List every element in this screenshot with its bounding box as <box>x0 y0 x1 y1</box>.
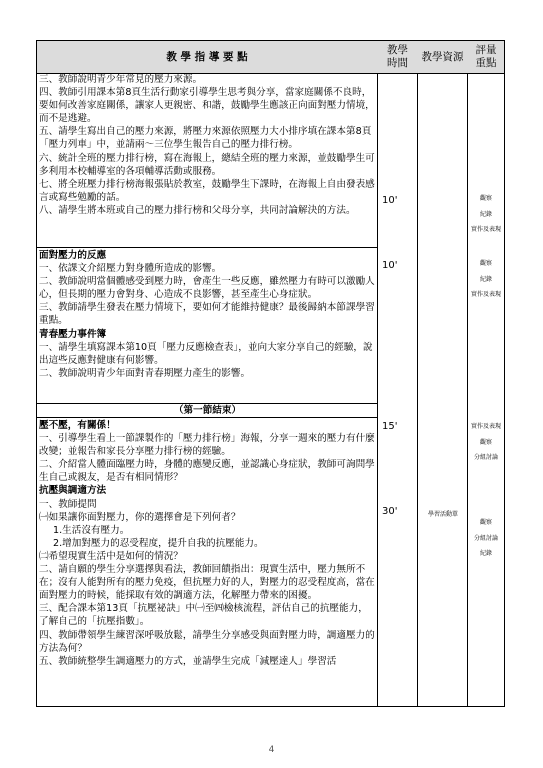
evaluation-item: 觀察 <box>479 438 492 446</box>
column-divider <box>417 41 418 706</box>
evaluation-item: 觀察 <box>479 260 492 267</box>
evaluation-item: 紀錄 <box>479 550 492 557</box>
evaluation-item: 分組討論 <box>473 454 498 461</box>
paragraph: 六、統計全班的壓力排行榜，寫在海報上，總結全班的壓力來源，並鼓勵學生可多利用本校輔導室的各項輔導活動或服務。 <box>39 152 375 177</box>
resource-item: 學習活動單 <box>427 511 458 518</box>
paragraph: 五、請學生寫出自己的壓力來源，將壓力來源依照壓力大小排序填在課本第8頁「壓力列車」中，並請兩～三位學生報告自己的壓力排行榜。 <box>39 126 372 151</box>
evaluation-group <box>468 191 504 238</box>
row-divider <box>37 417 377 418</box>
row-divider <box>37 247 377 248</box>
evaluation-item: 觀察 <box>479 195 492 202</box>
paragraph: 一、引導學生看上一節課製作的「壓力排行榜」海報，分享一週來的壓力有什麼改變；並報告和家長分享壓力排行榜的經驗。 <box>39 433 375 458</box>
page-number: 4 <box>268 745 275 755</box>
lesson-table <box>36 40 505 707</box>
paragraph: 一、請學生填寫課本第10頁「壓力反應檢查表」，並向大家分享自己的經驗，說出這些反應對健康有何影響。 <box>39 341 373 366</box>
header-resources: 教學資源 <box>421 50 464 63</box>
section-heading: 面對壓力的反應 <box>39 250 107 261</box>
paragraph: 二、介紹當人體面臨壓力時，身體的應變反應，並認識心身症狀，教師可詢問學生自己或親友，是否有相同情形？ <box>39 459 375 484</box>
paragraph: 一、依課文介紹壓力對身體所造成的影響。 <box>39 263 222 275</box>
evaluation-item: 實作及表現 <box>470 423 501 430</box>
paragraph: 二、請自願的學生分享選擇與看法，教師回饋指出：現實生活中，壓力無所不在；沒有人能對所有的壓力免疫，但抗壓力好的人，對壓力的忍受程度高，當在面對壓力的時候，能採取有效的調適方法，化解壓力帶來的困擾。 <box>39 564 375 602</box>
time-value: 10' <box>382 260 398 271</box>
paragraph: 一、教師提問 <box>39 498 97 510</box>
paragraph: 四、教師帶領學生練習深呼吸放鬆，請學生分享感受與面對壓力時，調適壓力的方法為何？ <box>39 629 375 654</box>
header-evaluation: 評量重點 <box>475 44 497 69</box>
block-stress-coping <box>39 419 376 668</box>
section-heading: 壓不壓，有關係！ <box>39 420 116 431</box>
paragraph: 三、教師請學生發表在壓力情境下，要如何才能維持健康？最後歸納本節課學習重點。 <box>39 302 375 327</box>
paragraph: 1.生活沒有壓力。 <box>53 524 130 536</box>
paragraph: 五、教師統整學生調適壓力的方式，並請學生完成「減壓達人」學習活 <box>39 655 337 667</box>
header-points: 教 學 指 導 要 點 <box>166 50 248 63</box>
column-divider <box>467 41 468 706</box>
section-end-note: （第一節結束） <box>173 405 242 416</box>
paragraph: 七、將全班壓力排行榜海報張貼於教室，鼓勵學生下課時，在海報上自由發表感言或寫些勉勵的話。 <box>39 178 375 203</box>
paragraph: 二、教師說明當個體感受到壓力時，會產生一些反應，雖然壓力有時可以激勵人心，但長期的壓力會對身、心造成不良影響，甚至產生心身症狀。 <box>39 276 375 301</box>
section-heading: 抗壓與調適方法 <box>39 485 107 497</box>
paragraph: 2.增加對壓力的忍受程度，提升自我的抗壓能力。 <box>53 537 264 549</box>
evaluation-item: 觀察 <box>479 519 492 526</box>
header-time: 教學時間 <box>387 44 408 69</box>
evaluation-group <box>468 515 504 562</box>
evaluation-group <box>468 419 504 466</box>
time-value: 15' <box>382 421 398 432</box>
evaluation-group <box>468 256 504 303</box>
paragraph: 四、教師引用課本第8頁生活行動家引導學生思考與分享，當家庭關係不良時，要如何改善家庭關係，讓家人更親密、和諧，鼓勵學生應該正向面對壓力情境，而不是逃避。 <box>39 87 375 125</box>
table-header <box>37 41 504 74</box>
paragraph: 三、配合課本第13頁「抗壓祕訣」中㈠至㈣檢核流程，評估自己的抗壓能力，了解自己的「抗壓指數」。 <box>39 603 368 628</box>
evaluation-item: 紀錄 <box>479 210 492 218</box>
evaluation-item: 分組討論 <box>473 534 498 542</box>
paragraph: 二、教師說明青少年面對青春期壓力產生的影響。 <box>39 367 251 379</box>
block-stress-reaction <box>39 249 376 380</box>
time-value: 30' <box>382 506 398 517</box>
paragraph: 三、教師說明青少年常見的壓力來源。 <box>39 74 203 85</box>
time-value: 10' <box>382 195 398 206</box>
section-heading: 青春壓力事件簿 <box>39 328 107 340</box>
paragraph: 八、請學生將本班或自己的壓力排行榜和父母分享，共同討論解決的方法。 <box>39 204 356 216</box>
block-stress-sources <box>39 73 376 217</box>
evaluation-item: 紀錄 <box>479 275 492 283</box>
column-divider <box>377 41 378 706</box>
evaluation-item: 實作及表現 <box>470 291 501 298</box>
paragraph: ㈡希望現實生活中是如何的情況？ <box>39 550 183 562</box>
evaluation-item: 實作及表現 <box>470 226 501 233</box>
paragraph: ㈠如果讓你面對壓力，你的選擇會是下列何者？ <box>39 511 241 523</box>
